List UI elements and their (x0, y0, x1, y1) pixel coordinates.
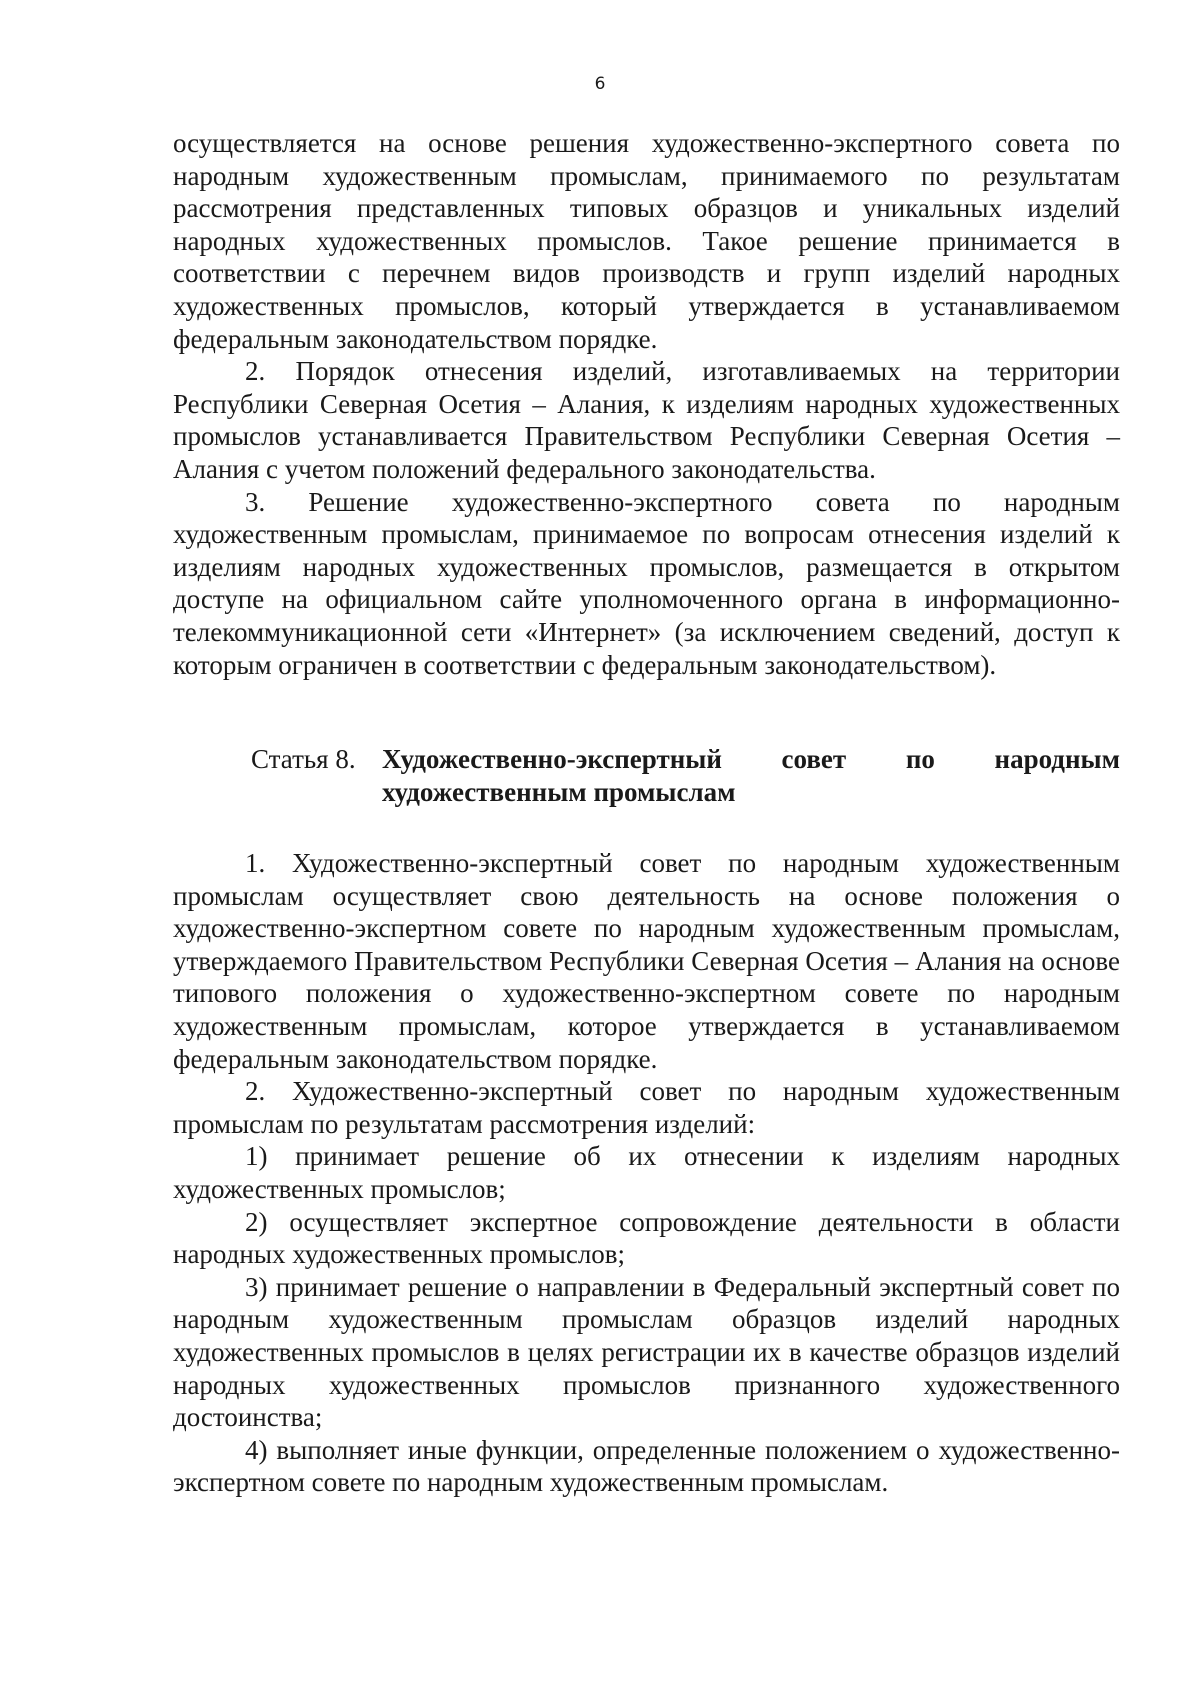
article-title (382, 743, 1120, 809)
list-item-4: 4) выполняет иные функции, определенные положением о художественно-экспертном совете по народным художественным промыслам. (173, 1434, 1120, 1498)
article-title-line-2: художественным промыслам (382, 777, 736, 807)
article-label: Статья 8. (251, 744, 356, 774)
text-block-1 (173, 127, 1120, 681)
text-block-2 (173, 847, 1120, 1499)
article-title-line-1: Художественно-экспертный совет по народным (382, 744, 1120, 774)
list-item-2: 2) осуществляет экспертное сопровождение деятельности в области народных художественных промыслов; (173, 1206, 1120, 1270)
page-number: 6 (594, 74, 606, 94)
article-paragraph-2: 2. Художественно-экспертный совет по народным художественным промыслам по результатам рассмотрения изделий: (173, 1076, 1120, 1139)
article-paragraph-1: 1. Художественно-экспертный совет по народным художественным промыслам осуществляет свою деятельность на основе положения о художественно-экспертном совете по народным художественным промыслам, утверждаемого Правительством Республики Северная Осетия – Алания на основе типового положения о художественно-экспертном совете по народным художественным промыслам, которое утверждается в устанавливаемом федеральным законодательством порядке. (173, 848, 1120, 1074)
list-item-1: 1) принимает решение об их отнесении к изделиям народных художественных промыслов; (173, 1141, 1120, 1204)
paragraph-item-2: 2. Порядок отнесения изделий, изготавливаемых на территории Республики Северная Осетия – Алания, к изделиям народных художественных промыслов устанавливается Правительством Республики Северная Осетия – Алания с учетом положений федерального законодательства. (173, 356, 1120, 484)
list-item-3: 3) принимает решение о направлении в Федеральный экспертный совет по народным художественным промыслам образцов изделий народных художественных промыслов в целях регистрации их в качестве образцов изделий народных художественных промыслов признанного художественного достоинства; (173, 1271, 1120, 1433)
paragraph-item-3: 3. Решение художественно-экспертного совета по народным художественным промыслам, принимаемое по вопросам отнесения изделий к изделиям народных художественных промыслов, размещается в открытом доступе на официальном сайте уполномоченного органа в информационно-телекоммуникационной сети «Интернет» (за исключением сведений, доступ к которым ограничен в соответствии с федеральным законодательством). (173, 486, 1120, 680)
paragraph-continuation: осуществляется на основе решения художественно-экспертного совета по народным художественным промыслам, принимаемого по результатам рассмотрения представленных типовых образцов и уникальных изделий народных художественных промыслов. Такое решение принимается в соответствии с перечнем видов производств и групп изделий народных художественных промыслов, который утверждается в устанавливаемом федеральным законодательством порядке. (173, 128, 1120, 354)
